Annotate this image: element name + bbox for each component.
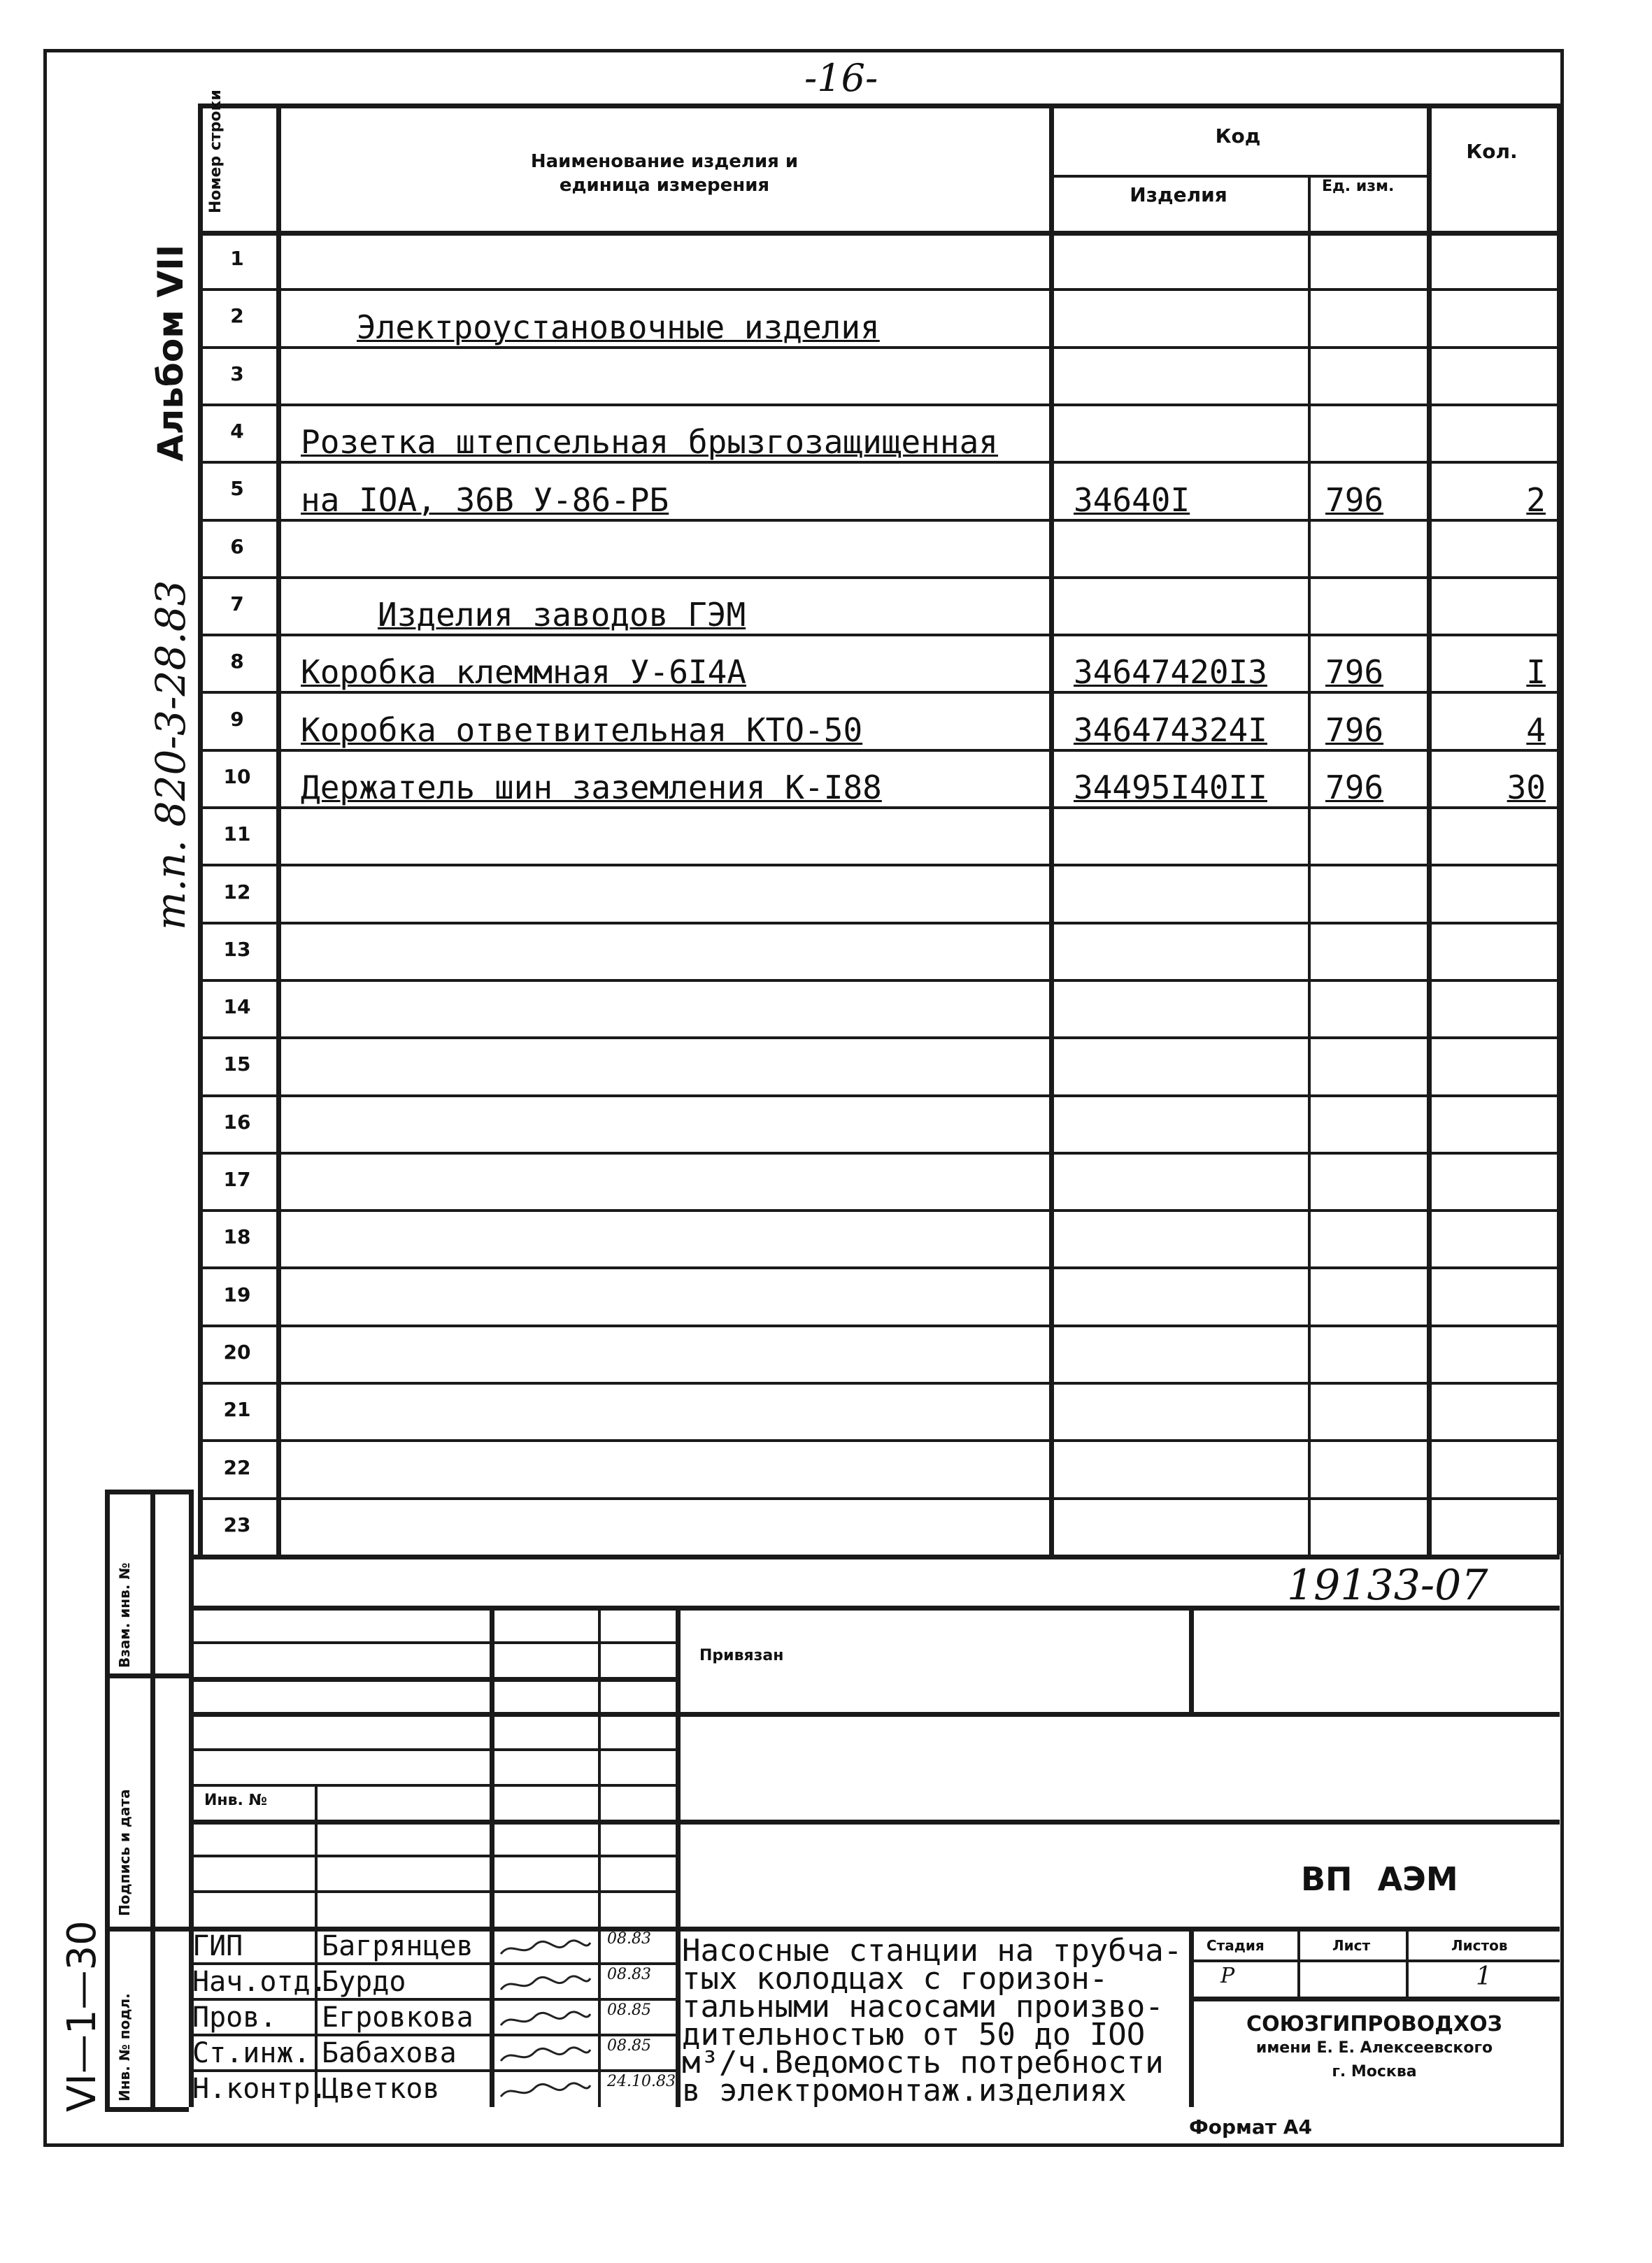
item-name: Коробка ответвительная КТО-50 <box>301 711 863 749</box>
row-number: 5 <box>230 477 244 500</box>
sheet-label: Лист <box>1332 1937 1371 1954</box>
stamp-title-line: тых колодцах с горизон- <box>682 1961 1109 1997</box>
signature-scribble <box>498 1974 592 1995</box>
header-qty: Кол. <box>1466 140 1518 163</box>
signer-name: Егровкова <box>322 2001 473 2034</box>
header-name: Наименование изделия и единица измерения <box>530 151 799 196</box>
row-number: 11 <box>223 822 251 845</box>
stamp-title-line: Насосные станции на трубча- <box>682 1933 1183 1969</box>
sheets-label: Листов <box>1451 1937 1508 1954</box>
item-code: 346474324I <box>1074 711 1267 749</box>
item-unit: 796 <box>1325 481 1384 519</box>
handwritten-number: 19133-07 <box>1287 1561 1488 1610</box>
header-code: Код <box>1215 124 1261 148</box>
item-unit: 796 <box>1325 769 1384 806</box>
project-code: т.п. 820-3-28.83 <box>147 580 194 930</box>
header-code-item: Изделия <box>1130 183 1227 206</box>
signature-scribble <box>498 2081 592 2102</box>
signature-scribble <box>498 1939 592 1959</box>
row-number: 7 <box>230 592 244 615</box>
org-line: СОЮЗГИПРОВОДХОЗ <box>1246 2012 1502 2036</box>
inv-podl-label: Инв. № подл. <box>116 1993 133 2101</box>
organization <box>1189 2013 1560 2084</box>
stamp-title-line: тальными насосами произво- <box>682 1989 1164 2025</box>
row-number: 23 <box>223 1513 251 1536</box>
stamp-bound-label: Привязан <box>699 1647 784 1664</box>
signer-date: 08.83 <box>607 1966 651 1983</box>
row-number: 19 <box>223 1283 251 1306</box>
org-line: имени Е. Е. Алексеевского <box>1255 2039 1493 2057</box>
item-unit: 796 <box>1325 711 1384 749</box>
row-number: 21 <box>223 1398 251 1421</box>
album-label: Альбом VII <box>150 244 191 462</box>
stamp-inv-label: Инв. № <box>204 1792 268 1809</box>
signature-scribble <box>498 2046 592 2066</box>
row-number: 22 <box>223 1456 251 1479</box>
row-number: 12 <box>223 880 251 904</box>
signer-name: Багрянцев <box>322 1930 473 1962</box>
stage-value: Р <box>1220 1964 1235 1988</box>
signer-role: Нач.отд. <box>192 1966 327 1998</box>
item-code: 34495I40II <box>1074 769 1267 806</box>
stage-label: Стадия <box>1206 1937 1265 1954</box>
row-number: 20 <box>223 1341 251 1364</box>
item-name: Изделия заводов ГЭМ <box>378 596 746 634</box>
signer-role: Пров. <box>192 2001 277 2034</box>
header-row-number: Номер строки <box>207 90 225 213</box>
signer-date: 08.83 <box>607 1930 651 1948</box>
signer-date: 08.85 <box>607 2001 651 2019</box>
podpis-label: Подпись и дата <box>116 1789 133 1916</box>
item-name: Розетка штепсельная брызгозащищенная <box>301 423 998 461</box>
format-label: Формат А4 <box>1189 2115 1312 2139</box>
signer-name: Цветков <box>322 2073 440 2105</box>
signer-role: Ст.инж. <box>192 2037 311 2069</box>
row-number: 18 <box>223 1225 251 1248</box>
stamp-title-line: дительностью от 50 до IOO <box>682 2017 1146 2053</box>
item-name: Электроустановочные изделия <box>357 308 880 346</box>
row-number: 6 <box>230 535 244 558</box>
row-number: 17 <box>223 1168 251 1191</box>
row-number: 9 <box>230 708 244 731</box>
row-number: 1 <box>230 247 244 270</box>
header-code-unit: Ед. изм. <box>1322 178 1395 195</box>
doc-code: ВП АЭМ <box>1301 1860 1458 1898</box>
series-code: VI—1—30 <box>59 1920 105 2112</box>
row-number: 8 <box>230 650 244 673</box>
item-qty: I <box>1526 653 1546 691</box>
signer-role: ГИП <box>192 1930 243 1962</box>
item-unit: 796 <box>1325 653 1384 691</box>
signer-name: Бурдо <box>322 1966 406 1998</box>
vzam-label: Взам. инв. № <box>116 1562 133 1668</box>
item-name: Держатель шин заземления К-I88 <box>301 769 882 806</box>
item-qty: 2 <box>1526 481 1546 519</box>
item-qty: 30 <box>1507 769 1546 806</box>
item-name: на IOA, 36B У-86-РБ <box>301 481 669 519</box>
item-qty: 4 <box>1526 711 1546 749</box>
row-number: 13 <box>223 938 251 961</box>
org-line: г. Москва <box>1332 2063 1417 2080</box>
item-code: 34647420I3 <box>1074 653 1267 691</box>
stamp-title <box>682 1933 1183 2108</box>
signature-scribble <box>498 2010 592 2031</box>
row-number: 10 <box>223 765 251 788</box>
row-number: 2 <box>230 304 244 327</box>
sheet-count: 1 <box>1476 1962 1492 1991</box>
signer-name: Бабахова <box>322 2037 457 2069</box>
row-number: 14 <box>223 995 251 1018</box>
row-number: 3 <box>230 362 244 385</box>
row-number: 4 <box>230 420 244 443</box>
page-number: -16- <box>804 56 878 100</box>
item-name: Коробка клеммная У-6I4А <box>301 653 746 691</box>
stamp-title-line: м³/ч.Ведомость потребности <box>682 2045 1164 2080</box>
signer-role: Н.контр. <box>192 2073 327 2105</box>
row-number: 15 <box>223 1052 251 1076</box>
row-number: 16 <box>223 1111 251 1134</box>
signer-date: 08.85 <box>607 2037 651 2055</box>
item-code: 34640I <box>1074 481 1190 519</box>
signer-date: 24.10.83 <box>607 2073 676 2090</box>
stamp-title-line: в электромонтаж.изделиях <box>682 2073 1127 2108</box>
